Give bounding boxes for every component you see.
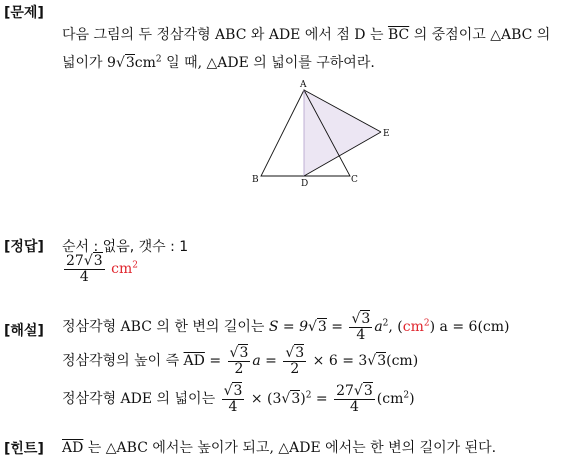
answer-fraction: $\frac{27√3}{4}$ (66, 253, 103, 285)
denominator: 4 (79, 268, 89, 285)
label-b: B (252, 175, 259, 185)
sqrt-value: 3 (233, 383, 243, 399)
problem-text: 다음 그림의 두 정삼각형 ABC 와 ADE 에서 점 D 는 (62, 27, 384, 43)
denominator: 2 (234, 360, 244, 377)
math-text: (cm) (386, 353, 419, 370)
math-text: = (311, 391, 328, 408)
math-text: ) (300, 391, 306, 408)
label-e: E (383, 129, 390, 139)
sqrt-value: 3 (93, 253, 103, 269)
math-text: ) (409, 391, 415, 408)
sqrt-value: 3 (363, 383, 373, 399)
math-text: = (326, 319, 344, 336)
numerator: 27 (336, 383, 354, 399)
problem-header: [문제] (4, 5, 44, 21)
sqrt-value: 3 (317, 319, 327, 336)
denominator: 4 (228, 398, 238, 415)
explanation-text: 정삼각형 ADE 의 넓이는 (62, 391, 216, 408)
denominator: 2 (290, 360, 300, 377)
problem-line-1 (62, 24, 550, 44)
math-text: = (204, 353, 222, 370)
fraction: $\frac{√3}{4}$ (223, 383, 243, 415)
fraction: $\frac{√3}{4}$ (351, 311, 371, 343)
problem-line-2: 넓이가 $9√3cm^2$ 일 때, △ADE 의 넓이를 구하여라. (62, 54, 375, 71)
answer-value (62, 254, 138, 284)
triangle-figure (245, 78, 395, 186)
exponent: 2 (403, 390, 410, 401)
label-c: C (351, 175, 358, 185)
exponent: 2 (305, 390, 312, 401)
sqrt-value: 3 (125, 55, 135, 71)
explanation-header: [해설] (4, 323, 44, 339)
unit: cm (111, 261, 133, 278)
exponent: 2 (382, 318, 389, 329)
label-d: D (301, 179, 309, 186)
sqrt-value: 3 (239, 345, 249, 361)
math-text: × (3 (246, 391, 282, 408)
math-text: (cm (376, 391, 404, 408)
problem-text: 일 때, △ADE 의 넓이를 구하여라. (161, 55, 375, 71)
exponent: 2 (423, 318, 430, 329)
unit: cm (134, 55, 156, 71)
problem-text: 의 중점이고 △ABC 의 (413, 27, 551, 43)
answer-unit (111, 261, 138, 277)
explanation-text: 정삼각형 ABC 의 한 변의 길이는 (62, 319, 265, 336)
segment-ad-text: $\overline{AD}$ (62, 440, 84, 456)
hint-line (62, 437, 496, 457)
segment-bc: $\overline{BC}$ (387, 27, 410, 43)
explanation-text: 정삼각형의 높이 즉 (62, 353, 180, 370)
sqrt-value: 3 (295, 345, 305, 361)
unit: cm (402, 319, 424, 336)
math-text: S = 9 (268, 319, 308, 336)
hint-header: [힌트] (4, 441, 44, 457)
problem-text: 넓이가 9 (62, 55, 116, 71)
red-unit (403, 319, 430, 335)
math-text: ) a = 6(cm) (429, 319, 510, 336)
math-text: a (374, 319, 383, 336)
fraction: $\frac{27√3}{4}$ (336, 383, 373, 415)
sqrt-value: 3 (361, 311, 371, 327)
label-a: A (300, 80, 307, 90)
triangle-ade-fill (304, 90, 381, 176)
fraction: $\frac{√3}{2}$ (229, 345, 249, 377)
segment-ad-text: $\overline{AD}$ (183, 353, 205, 370)
math-text: a = (252, 353, 277, 370)
answer-meta: 순서 : 없음, 갯수 : 1 (62, 239, 189, 255)
sqrt-value: 3 (291, 391, 301, 408)
hint-text: 는 △ABC 에서는 높이가 되고, △ADE 에서는 한 변의 길이가 된다. (83, 440, 497, 456)
answer-header: [정답] (4, 239, 44, 255)
denominator: 4 (349, 398, 359, 415)
explanation-line-2: 정삼각형의 높이 즉 $\overline{AD}$ = $\frac{√3}{2}$ a = $\frac{√3}{2}$ × 6 = 3√3(cm) (62, 345, 419, 377)
sqrt-value: 3 (377, 353, 387, 370)
explanation-line-3: 정삼각형 ADE 의 넓이는 $\frac{√3}{4}$ × $(3√3)^2$ = $\frac{27√3}{4}$ $(cm^2)$ (62, 383, 415, 415)
explanation-line-1: 정삼각형 ABC 의 한 변의 길이는 S = 9√3 = $\frac{√3}{4}$ $a^2$, $(cm^2) a = 6(cm)$ (62, 311, 510, 343)
fraction: $\frac{√3}{2}$ (285, 345, 305, 377)
numerator: 27 (66, 253, 84, 269)
math-text: × 6 = 3 (308, 353, 368, 370)
exponent: 2 (132, 260, 138, 271)
denominator: 4 (356, 326, 366, 343)
math-text: , ( (388, 319, 403, 336)
exponent: 2 (155, 54, 162, 65)
